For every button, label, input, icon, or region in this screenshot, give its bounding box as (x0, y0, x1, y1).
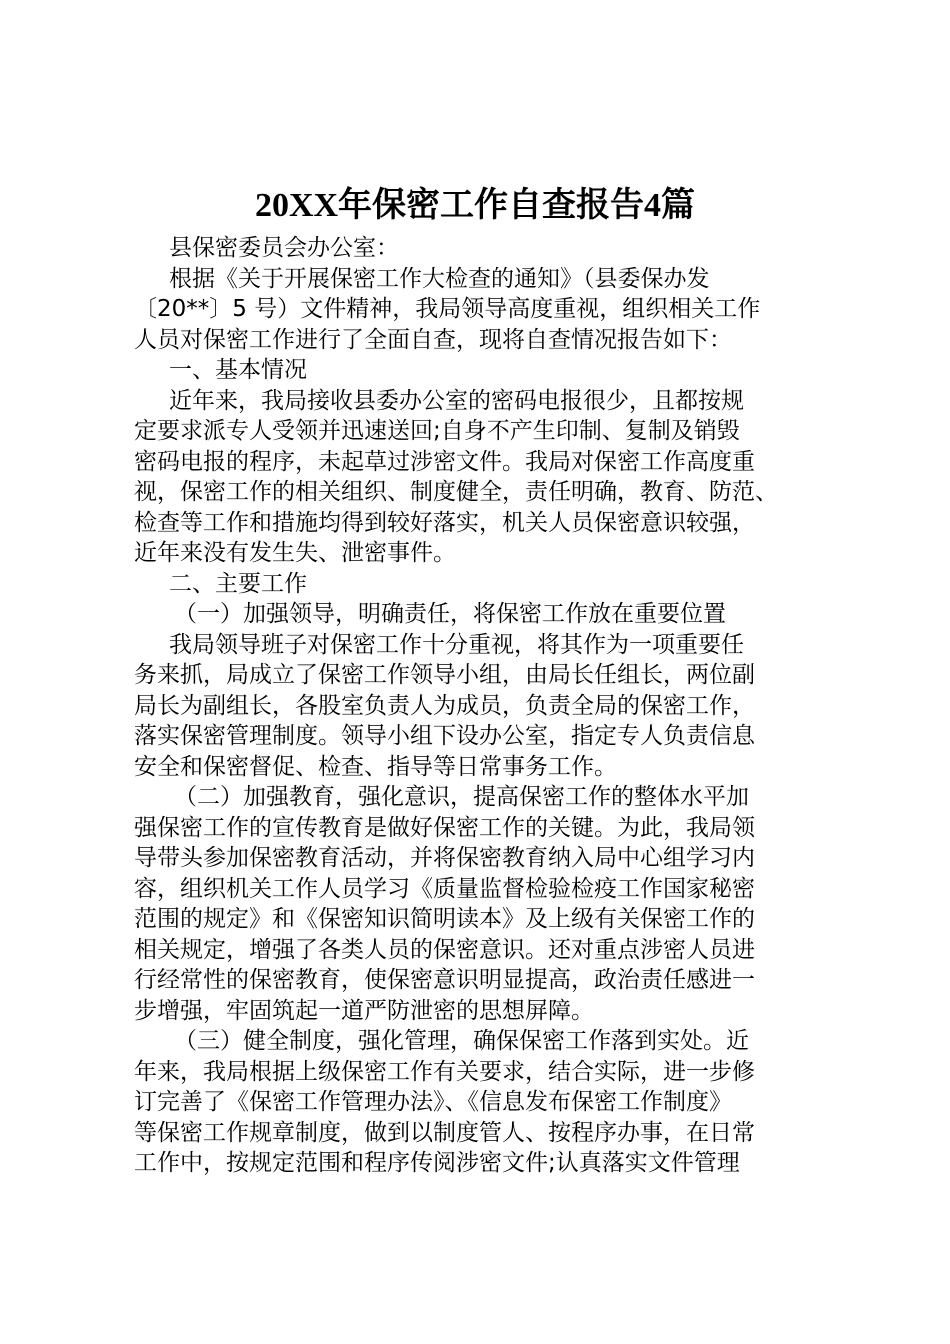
text-line: 根据《关于开展保密工作大检查的通知》（县委保办发 (169, 265, 710, 292)
text-line: 订完善了《保密工作管理办法》、《信息发布保密工作制度》 (134, 1089, 732, 1115)
text-line: 落实保密管理制度。领导小组下设办公室，指定专人负责信息 (134, 723, 755, 749)
text-line: 范围的规定》和《保密知识简明读本》及上级有关保密工作的 (134, 906, 755, 932)
title-count: 4 (644, 187, 662, 224)
text-line: 步增强，牢固筑起一道严防泄密的思想屏障。 (134, 997, 594, 1024)
text-line: 导带头参加保密教育活动，并将保密教育纳入局中心组学习内 (134, 845, 755, 871)
text-line: 视，保密工作的相关组织、制度健全，责任明确，教育、防范、 (134, 479, 778, 505)
subsection-heading: （三）健全制度，强化管理，确保保密工作落到实处。近 (174, 1028, 749, 1054)
section-heading: 一、基本情况 (169, 357, 307, 383)
text-line: 检查等工作和措施均得到较好落实，机关人员保密意识较强， (134, 509, 755, 536)
text-line: 人员对保密工作进行了全面自查，现将自查情况报告如下： (134, 326, 732, 353)
text-line: 容，组织机关工作人员学习《质量监督检验检疫工作国家秘密 (134, 875, 755, 902)
text-line: 务来抓，局成立了保密工作领导小组，由局长任组长，两位副 (134, 662, 755, 688)
subsection-heading: （一）加强领导，明确责任，将保密工作放在重要位置 (174, 601, 726, 627)
text-line: 工作中，按规定范围和程序传阅涉密文件;认真落实文件管理 (134, 1150, 740, 1176)
document-body (134, 233, 834, 1179)
title-text: 年保密工作自查报告 (338, 185, 645, 225)
text-line: 局长为副组长，各股室负责人为成员，负责全局的保密工作， (134, 692, 755, 719)
text-line: 行经常性的保密教育，使保密意识明显提高，政治责任感进一 (134, 967, 755, 993)
text-line: 近年来，我局接收县委办公室的密码电报很少，且都按规 (169, 387, 744, 414)
text-line: 安全和保密督促、检查、指导等日常事务工作。 (134, 753, 617, 780)
text-line: 年来，我局根据上级保密工作有关要求，结合实际，进一步修 (134, 1058, 755, 1085)
text-line: 我局领导班子对保密工作十分重视，将其作为一项重要任 (169, 631, 744, 658)
text-line: 相关规定，增强了各类人员的保密意识。还对重点涉密人员进 (134, 936, 755, 963)
subsection-heading: （二）加强教育，强化意识，提高保密工作的整体水平加 (174, 784, 749, 810)
title-year: 20XX (254, 187, 339, 224)
text-line: 〔20**〕5 号）文件精神，我局领导高度重视，组织相关工作 (134, 296, 761, 322)
text-line: 县保密委员会办公室： (169, 235, 399, 261)
text-line: 密码电报的程序，未起草过涉密文件。我局对保密工作高度重 (134, 448, 755, 475)
text-line: 近年来没有发生失、泄密事件。 (134, 540, 456, 566)
title-suffix: 篇 (661, 185, 696, 225)
text-line: 定要求派专人受领并迅速送回;自身不产生印制、复制及销毁 (134, 418, 740, 444)
section-heading: 二、主要工作 (169, 570, 307, 597)
document-title (0, 180, 950, 231)
text-line: 等保密工作规章制度，做到以制度管人、按程序办事，在日常 (134, 1119, 755, 1146)
text-line: 强保密工作的宣传教育是做好保密工作的关键。为此，我局领 (134, 814, 755, 841)
